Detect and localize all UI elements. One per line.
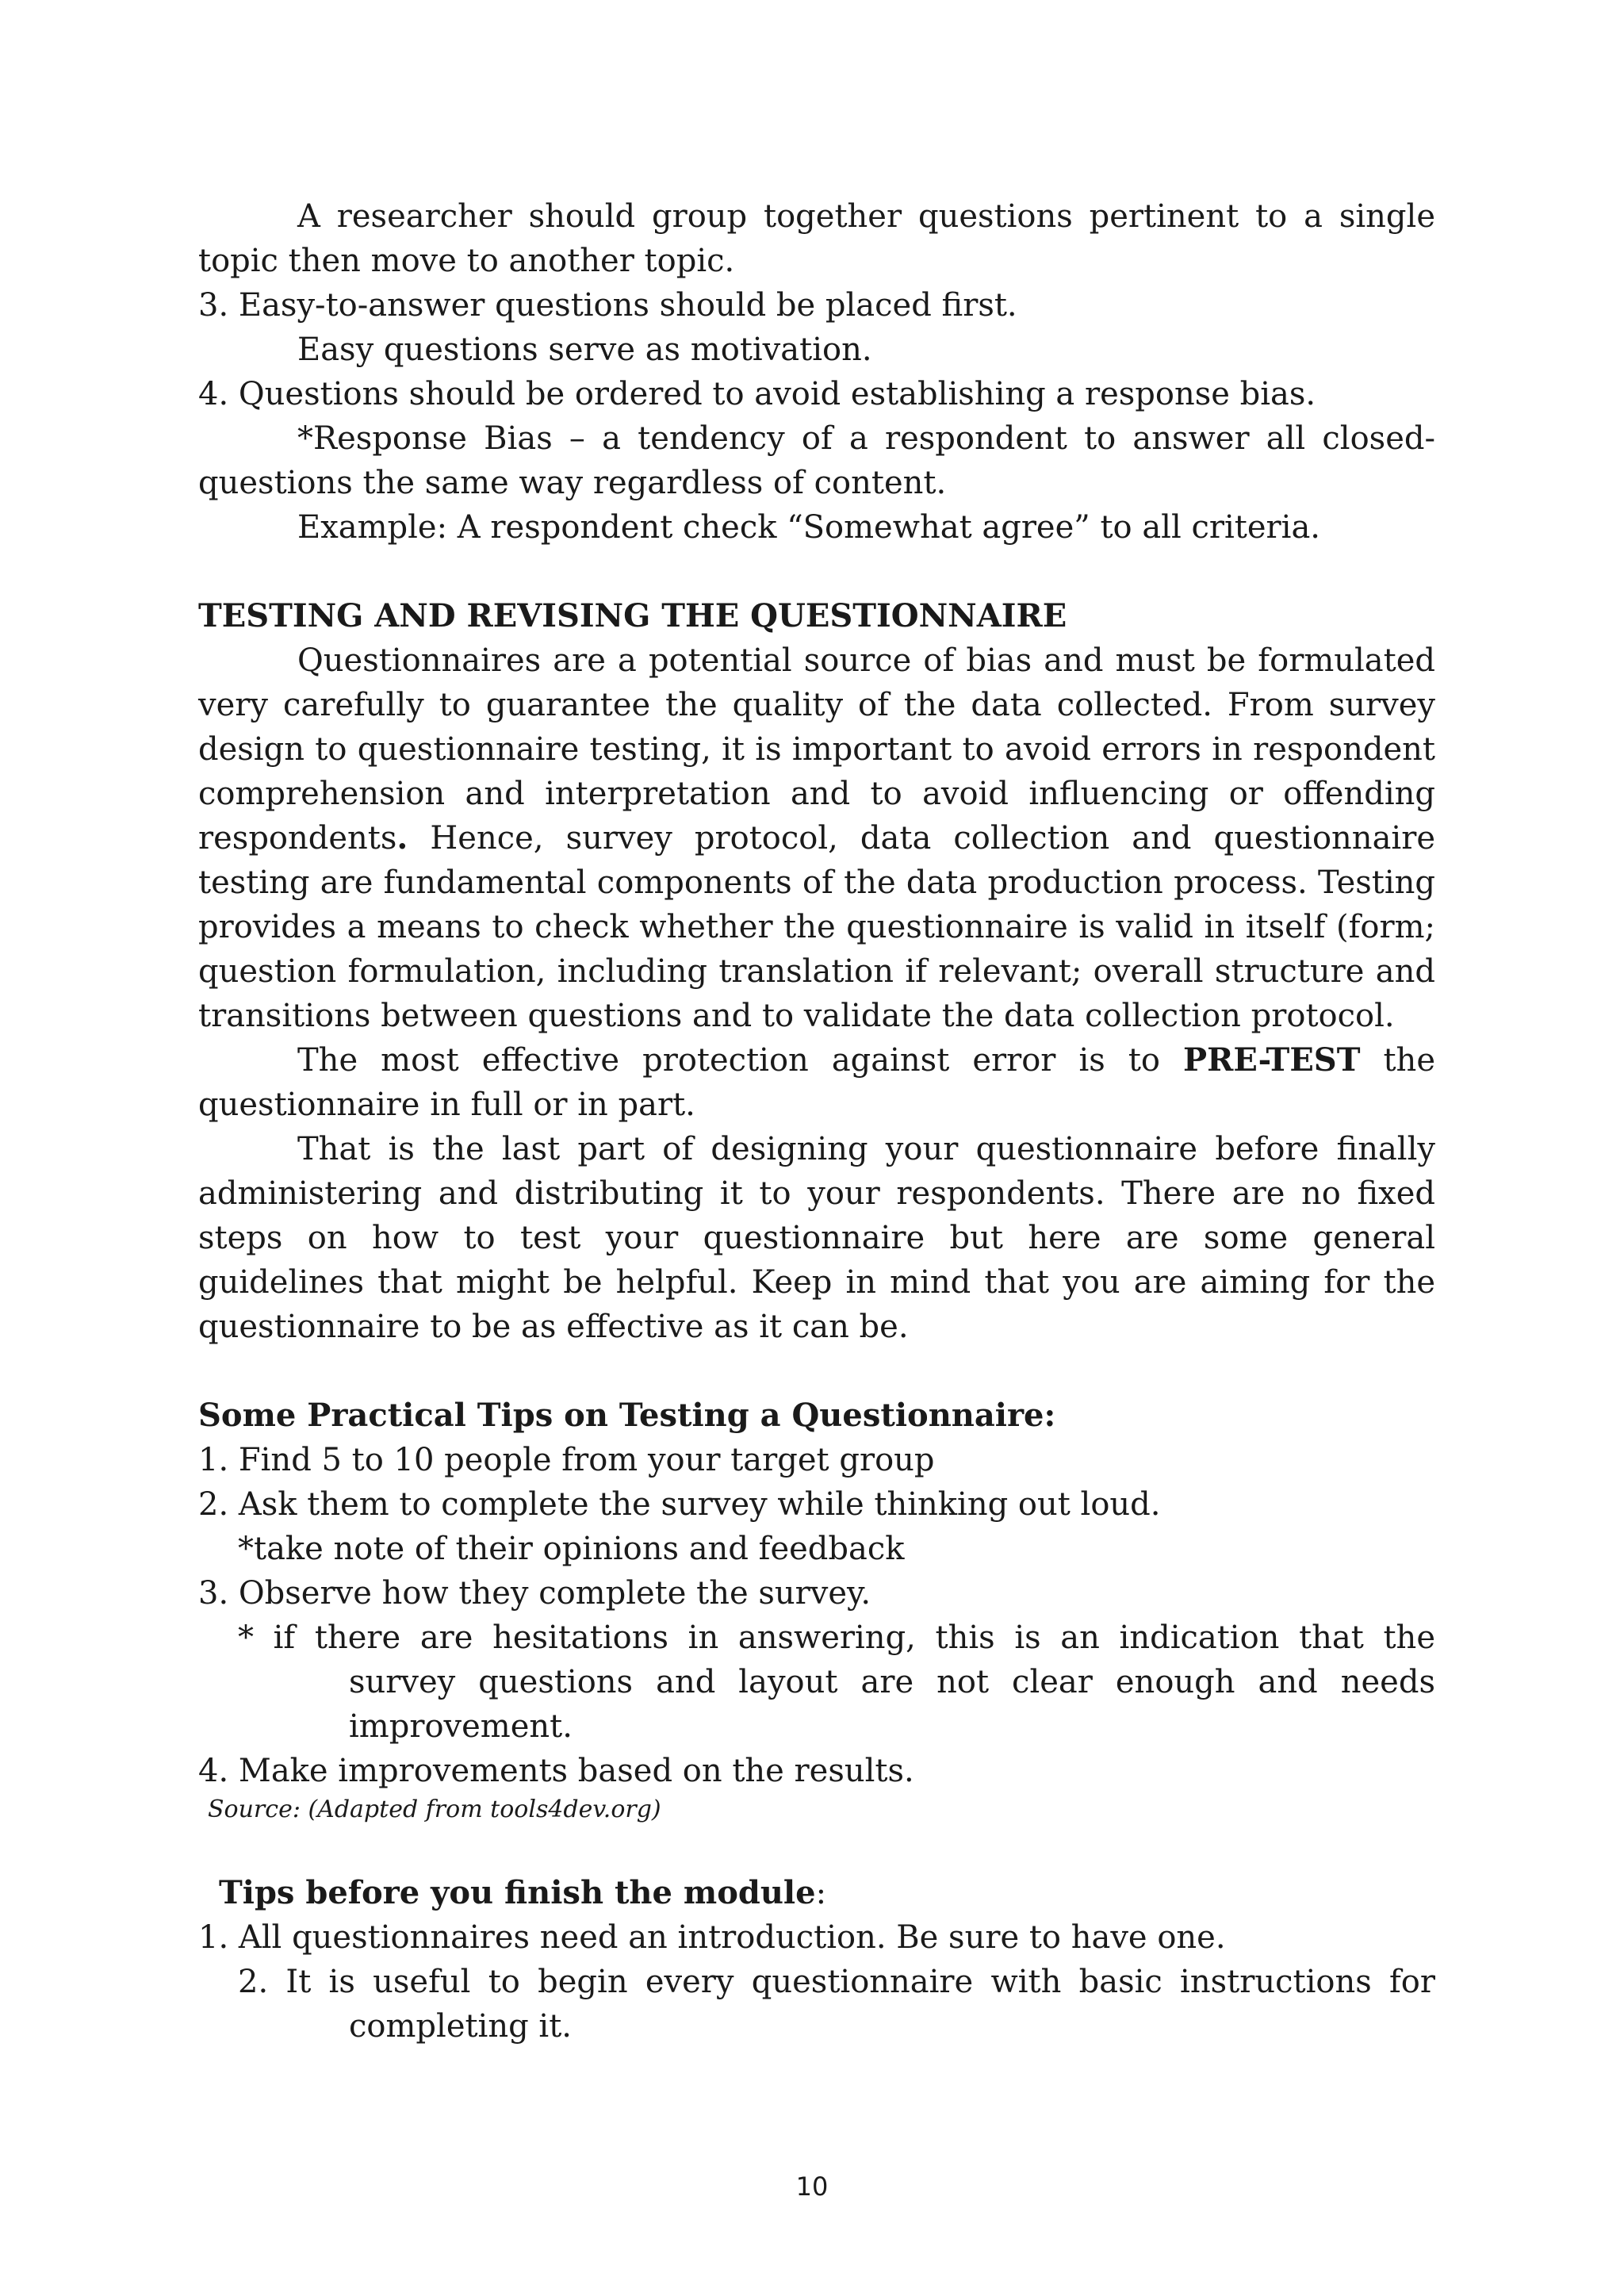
tip-item-2: 2. Ask them to complete the survey while thinking out loud.	[198, 1486, 1161, 1523]
paragraph-testing-period: .	[396, 819, 408, 857]
response-bias-definition: *Response Bias – a tendency of a respondent to answer all closed-questions the same way regardless of content.	[198, 420, 1435, 501]
heading-finish-text: Tips before you finish the module	[219, 1874, 816, 1911]
heading-practical-tips: Some Practical Tips on Testing a Questionnaire:	[198, 1397, 1056, 1434]
list-item-3: 3. Easy-to-answer questions should be placed first.	[198, 287, 1017, 324]
tip-item-4: 4. Make improvements based on the results.	[198, 1753, 914, 1789]
tip-item-3: 3. Observe how they complete the survey.	[198, 1575, 871, 1612]
heading-testing: TESTING AND REVISING THE QUESTIONNAIRE	[198, 597, 1067, 634]
heading-finish-module	[198, 1871, 1435, 1915]
list-item-4: 4. Questions should be ordered to avoid establishing a response bias.	[198, 376, 1316, 412]
list-item-3-note: Easy questions serve as motivation.	[297, 332, 872, 368]
finish-item-1: 1. All questionnaires need an introduction. Be sure to have one.	[198, 1919, 1226, 1956]
source-citation: Source: (Adapted from tools4dev.org)	[208, 1796, 661, 1823]
response-bias-example: Example: A respondent check “Somewhat agree” to all criteria.	[297, 509, 1320, 546]
paragraph-pretest-part-b: the questionnaire in full or in part.	[198, 1042, 1435, 1123]
paragraph-testing-part-b: Hence, survey protocol, data collection and questionnaire testing are fundamental components of the data production process. Testing provides a means to check whether the questionnaire is valid in itself (form; question formulation, including translation if relevant; overall structure and transitions between questions and to validate the data collection protocol.	[198, 820, 1435, 1034]
paragraph-testing-part-a: Questionnaires are a potential source of bias and must be formulated very carefully to guarantee the quality of the data collected. From survey design to questionnaire testing, it is important to avoid errors in respondent comprehension and interpretation and to avoid influencing or offending respondents	[198, 642, 1435, 857]
finish-item-2: 2. It is useful to begin every questionnaire with basic instructions for completing it.	[238, 1964, 1435, 2045]
tip-item-1: 1. Find 5 to 10 people from your target group	[198, 1442, 935, 1478]
paragraph-pretest	[198, 1038, 1435, 1127]
paragraph-grouping: A researcher should group together questions pertinent to a single topic then move to another topic.	[198, 198, 1435, 279]
tip-item-2-note: *take note of their opinions and feedback	[238, 1531, 905, 1567]
document-body	[198, 194, 1435, 2049]
heading-finish-colon: :	[815, 1875, 827, 1911]
paragraph-last-part: That is the last part of designing your questionnaire before finally administering and distributing it to your respondents. There are no fixed steps on how to test your questionnaire but here are some general guidelines that might be helpful. Keep in mind that you are aiming for the questionnaire to be as effective as it can be.	[198, 1131, 1435, 1345]
tip-item-3-note: * if there are hesitations in answering, this is an indication that the survey questions and layout are not clear enough and needs improvement.	[238, 1619, 1435, 1745]
page-number: 10	[795, 2171, 829, 2202]
paragraph-testing	[198, 638, 1435, 1038]
paragraph-pretest-part-a: The most effective protection against error is to	[297, 1042, 1184, 1079]
pretest-emphasis: PRE-TEST	[1183, 1041, 1361, 1079]
